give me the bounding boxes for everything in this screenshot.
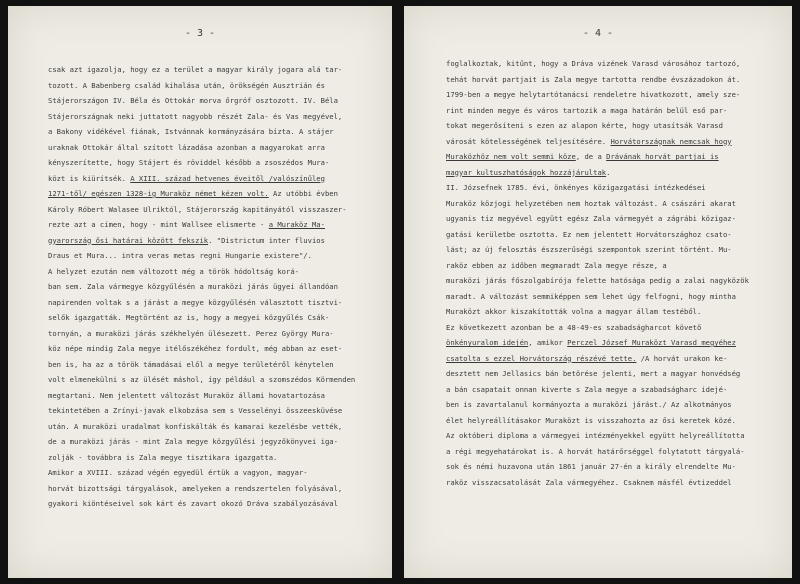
text-span: városát kötelességének teljesítésére. bbox=[446, 136, 611, 146]
text-line bbox=[48, 372, 380, 388]
text-line bbox=[48, 403, 380, 419]
text-span: Muraközt akkor kiszakították volna a magyar állam testéből. bbox=[446, 307, 702, 316]
text-span: a régi megyehatárokat is. A horvát határőrséggel folytatott tárgyalá- bbox=[446, 446, 745, 456]
text-line bbox=[446, 289, 782, 305]
text-line bbox=[48, 171, 380, 187]
text-line bbox=[48, 450, 380, 466]
text-line bbox=[48, 186, 380, 202]
text-span: Az októberi diploma a vármegyei intézményekkel együtt helyreállította bbox=[446, 431, 745, 440]
text-line bbox=[446, 242, 782, 258]
text-line bbox=[48, 140, 380, 156]
text-line bbox=[48, 341, 380, 357]
text-line bbox=[446, 382, 782, 398]
text-span: rint minden megye és város tartozik a maga határán belül eső par- bbox=[446, 105, 728, 115]
text-span: zolják - továbbra is Zala megye tisztikara igazgatta. bbox=[48, 452, 278, 462]
text-span: raköz visszacsatolását Zala vármegyéhez. Csaknem másfél évtizeddel bbox=[446, 477, 732, 487]
text-line bbox=[446, 351, 782, 367]
text-span: tozott. A Babenberg család kihalása után, örökségén Ausztrián és bbox=[48, 80, 325, 90]
text-line bbox=[446, 149, 782, 165]
text-line bbox=[446, 273, 782, 289]
text-span: uraknak Ottokár által szított lázadása azonban a magyarokat arra bbox=[48, 142, 325, 152]
text-line bbox=[446, 180, 782, 196]
underlined-text: Horvátországnak nemcsak hogy bbox=[610, 136, 732, 146]
page-text bbox=[446, 56, 782, 490]
text-line bbox=[446, 165, 782, 181]
text-line bbox=[446, 258, 782, 274]
text-line bbox=[48, 279, 380, 295]
text-span: selők igazgatták. Megtörtént az is, hogy a megyei közgyűlés Csák- bbox=[48, 313, 330, 322]
text-span: Muraköz közjogi helyzetében nem hoztak változást. A császári akarat bbox=[446, 198, 736, 208]
text-span: tehát horvát partjait is Zala megye tartotta rendbe évszázadokon át. bbox=[446, 74, 741, 84]
text-span: Stájerországnak neki juttatott nagyobb részét Zala- és Vas megyével, bbox=[48, 111, 343, 121]
text-span: Draus et Mura... intra veras metas regni Hungarie existere"/. bbox=[48, 251, 312, 260]
text-span: Amikor a XVIII. század végén egyedül értük a vagyon, magyar- bbox=[48, 468, 308, 477]
text-line bbox=[446, 320, 782, 336]
text-span: ugyanis tíz megyével együtt egész Zala vármegyét a zágrábi közigaz- bbox=[446, 214, 736, 223]
text-span: Stájerországon IV. Béla és Ottokár morva őrgróf osztozott. IV. Béla bbox=[48, 96, 338, 105]
text-span: muraközi járás főszolgabírója felette hatósága pedig a zalai nagyközök bbox=[446, 276, 749, 285]
text-span: A helyzet ezután nem változott még a török hódoltság korá- bbox=[48, 266, 299, 276]
text-span: Károly Róbert Walasee Ulriktól, Stájerország kapitányától visszaszer- bbox=[48, 204, 347, 214]
text-span: közt is kiürítsék. bbox=[48, 173, 131, 183]
text-span: a bán csapatait onnan kiverte s Zala megye a szabadságharc idejé- bbox=[446, 384, 728, 394]
underlined-text: magyar kultuszhatóságok hozzájárultak bbox=[446, 167, 607, 177]
underlined-text: Muraközhöz nem volt semmi köze bbox=[446, 152, 576, 161]
text-span: Az utóbbi évben bbox=[268, 189, 338, 198]
text-span: ben is, ha az a török támadásai elől a megye területéről kénytelen bbox=[48, 359, 334, 369]
text-line bbox=[48, 62, 380, 78]
text-line bbox=[48, 465, 380, 481]
text-line bbox=[48, 155, 380, 171]
text-span: /A horvát urakon ke- bbox=[636, 353, 728, 363]
text-span: lást; az új felosztás észszerűségi szempontok szerint történt. Mu- bbox=[446, 245, 732, 254]
text-line bbox=[446, 459, 782, 475]
text-span: raköz ebben az időben megmaradt Zala megye része, a bbox=[446, 260, 667, 270]
text-span: után. A muraközi uradalmat konfiskálták és kamarai kezelésbe vették, bbox=[48, 421, 343, 431]
text-line bbox=[446, 227, 782, 243]
text-span: foglalkoztak, kitűnt, hogy a Dráva vizének Varasd városához tartozó, bbox=[446, 59, 741, 68]
underlined-text: 1271-től/ egészen 1328-ig Muraköz német kézen volt. bbox=[48, 189, 269, 198]
text-span: köz népe mindig Zala megye itélőszékéhez fordult, még abban az eset- bbox=[48, 344, 343, 353]
underlined-text: Drávának horvát partjai is bbox=[606, 152, 719, 161]
text-span: megtartani. Nem jelentett változást Muraköz állami hovatartozása bbox=[48, 390, 325, 400]
text-line bbox=[446, 335, 782, 351]
text-line bbox=[446, 196, 782, 212]
underlined-text: Perczel József Muraközt Varasd megyéhez bbox=[567, 338, 736, 347]
text-span: de a muraközi járás - mint Zala megye közgyűlési jegyzőkönyvei iga- bbox=[48, 437, 338, 446]
underlined-text: csatolta s ezzel Horvátország részévé tette. bbox=[446, 353, 637, 363]
text-line bbox=[48, 388, 380, 404]
text-span: csak azt igazolja, hogy ez a terület a magyar király jogara alá tar- bbox=[48, 65, 343, 74]
text-line bbox=[446, 56, 782, 72]
text-line bbox=[446, 413, 782, 429]
text-line bbox=[48, 233, 380, 249]
text-span: napirenden voltak s a járást a megye közgyűlésén választott tisztvi- bbox=[48, 297, 343, 307]
text-line bbox=[446, 118, 782, 134]
text-span: desztett nem Jellasics bán betörése jelenti, mert a magyar honvédség bbox=[446, 369, 741, 378]
underlined-text: önkényuralom idején bbox=[446, 338, 529, 347]
text-line bbox=[48, 419, 380, 435]
text-span: maradt. A változást semmiképpen sem lehet úgy felfogni, hogy mintha bbox=[446, 291, 736, 301]
text-line bbox=[446, 475, 782, 491]
text-span: volt elmenekülni s az ülését máshol, így például a szomszédos Körmenden bbox=[48, 375, 356, 384]
text-line bbox=[48, 248, 380, 264]
underlined-text: a Muraköz Ma- bbox=[268, 220, 325, 229]
text-line bbox=[446, 304, 782, 320]
text-line bbox=[48, 310, 380, 326]
text-line bbox=[446, 87, 782, 103]
text-span: élet helyreállításakor Muraközt is visszahozta az ősi keretek közé. bbox=[446, 415, 736, 425]
text-line bbox=[48, 496, 380, 512]
text-line bbox=[48, 295, 380, 311]
text-span: sok és némi huzavona után 1861 január 27-én a király elrendelte Mu- bbox=[446, 462, 736, 471]
page-number: - 3 - bbox=[184, 28, 216, 39]
text-line bbox=[48, 109, 380, 125]
page-text bbox=[48, 62, 380, 512]
text-span: kényszerítette, hogy Stájert és röviddel később a zsoszédos Mura- bbox=[48, 158, 330, 167]
text-span: horvát bizottsági tárgyalások, amelyeken a rendszertelen folyásával, bbox=[48, 483, 343, 493]
text-span: . "Districtum inter fluvios bbox=[208, 235, 325, 245]
text-span: a Bakony vidékével fiának, Istvánnak kormányzására bízta. A stájer bbox=[48, 127, 334, 136]
text-line bbox=[446, 444, 782, 460]
text-line bbox=[48, 357, 380, 373]
underlined-text: gyarország ősi határai között fekszik bbox=[48, 235, 209, 245]
text-span: . bbox=[606, 167, 611, 177]
text-span: ban sem. Zala vármegye közgyűlésén a muraközi járás ügyei állandóan bbox=[48, 282, 338, 291]
underlined-text: A XIII. század hetvenes éveitől /valószínűleg bbox=[130, 173, 325, 183]
left-page bbox=[8, 6, 392, 578]
text-line bbox=[48, 217, 380, 233]
text-span: , de a bbox=[575, 152, 607, 161]
text-line bbox=[446, 366, 782, 382]
text-line bbox=[446, 397, 782, 413]
text-line bbox=[446, 211, 782, 227]
text-span: 1799-ben a megye helytartótanácsi rendeletre hivatkozott, amely sze- bbox=[446, 90, 741, 99]
text-line bbox=[446, 103, 782, 119]
text-line bbox=[48, 93, 380, 109]
text-line bbox=[446, 134, 782, 150]
page-fold bbox=[392, 0, 404, 584]
text-line bbox=[48, 124, 380, 140]
text-span: tornyán, a muraközi járás székhelyén ülésezett. Perez György Mura- bbox=[48, 328, 334, 338]
page-number: - 4 - bbox=[582, 28, 614, 39]
text-span: tekintetében a Zrínyi-javak elkobzása sem s Vesselényi összeesküvése bbox=[48, 406, 343, 415]
text-line bbox=[48, 78, 380, 94]
text-span: gyakori kiöntéseivel sok kárt és zavart okozó Dráva szabályozásával bbox=[48, 499, 338, 508]
text-span: tokat megerősíteni s ezen az alapon kérte, hogy utasítsák Varasd bbox=[446, 121, 723, 130]
text-span: Ez következett azonban be a 48-49-es szabadságharcot követő bbox=[446, 322, 702, 332]
text-line bbox=[48, 264, 380, 280]
text-line bbox=[48, 481, 380, 497]
text-line bbox=[446, 72, 782, 88]
text-span: II. Józsefnek 1785. évi, önkényes közigazgatási intézkedései bbox=[446, 183, 706, 192]
text-span: , amikor bbox=[528, 338, 568, 347]
text-line bbox=[48, 434, 380, 450]
text-span: gatási kerületbe osztotta. Ez nem jelentett Horvátországhoz csato- bbox=[446, 229, 732, 239]
text-line bbox=[446, 428, 782, 444]
right-page bbox=[404, 6, 792, 578]
text-span: rezte azt a címen, hogy - mint Wallsee elismerte - bbox=[48, 220, 269, 229]
text-line bbox=[48, 202, 380, 218]
text-span: ben is zavartalanul kormányozta a muraközi járást./ Az alkotmányos bbox=[446, 400, 732, 409]
text-line bbox=[48, 326, 380, 342]
